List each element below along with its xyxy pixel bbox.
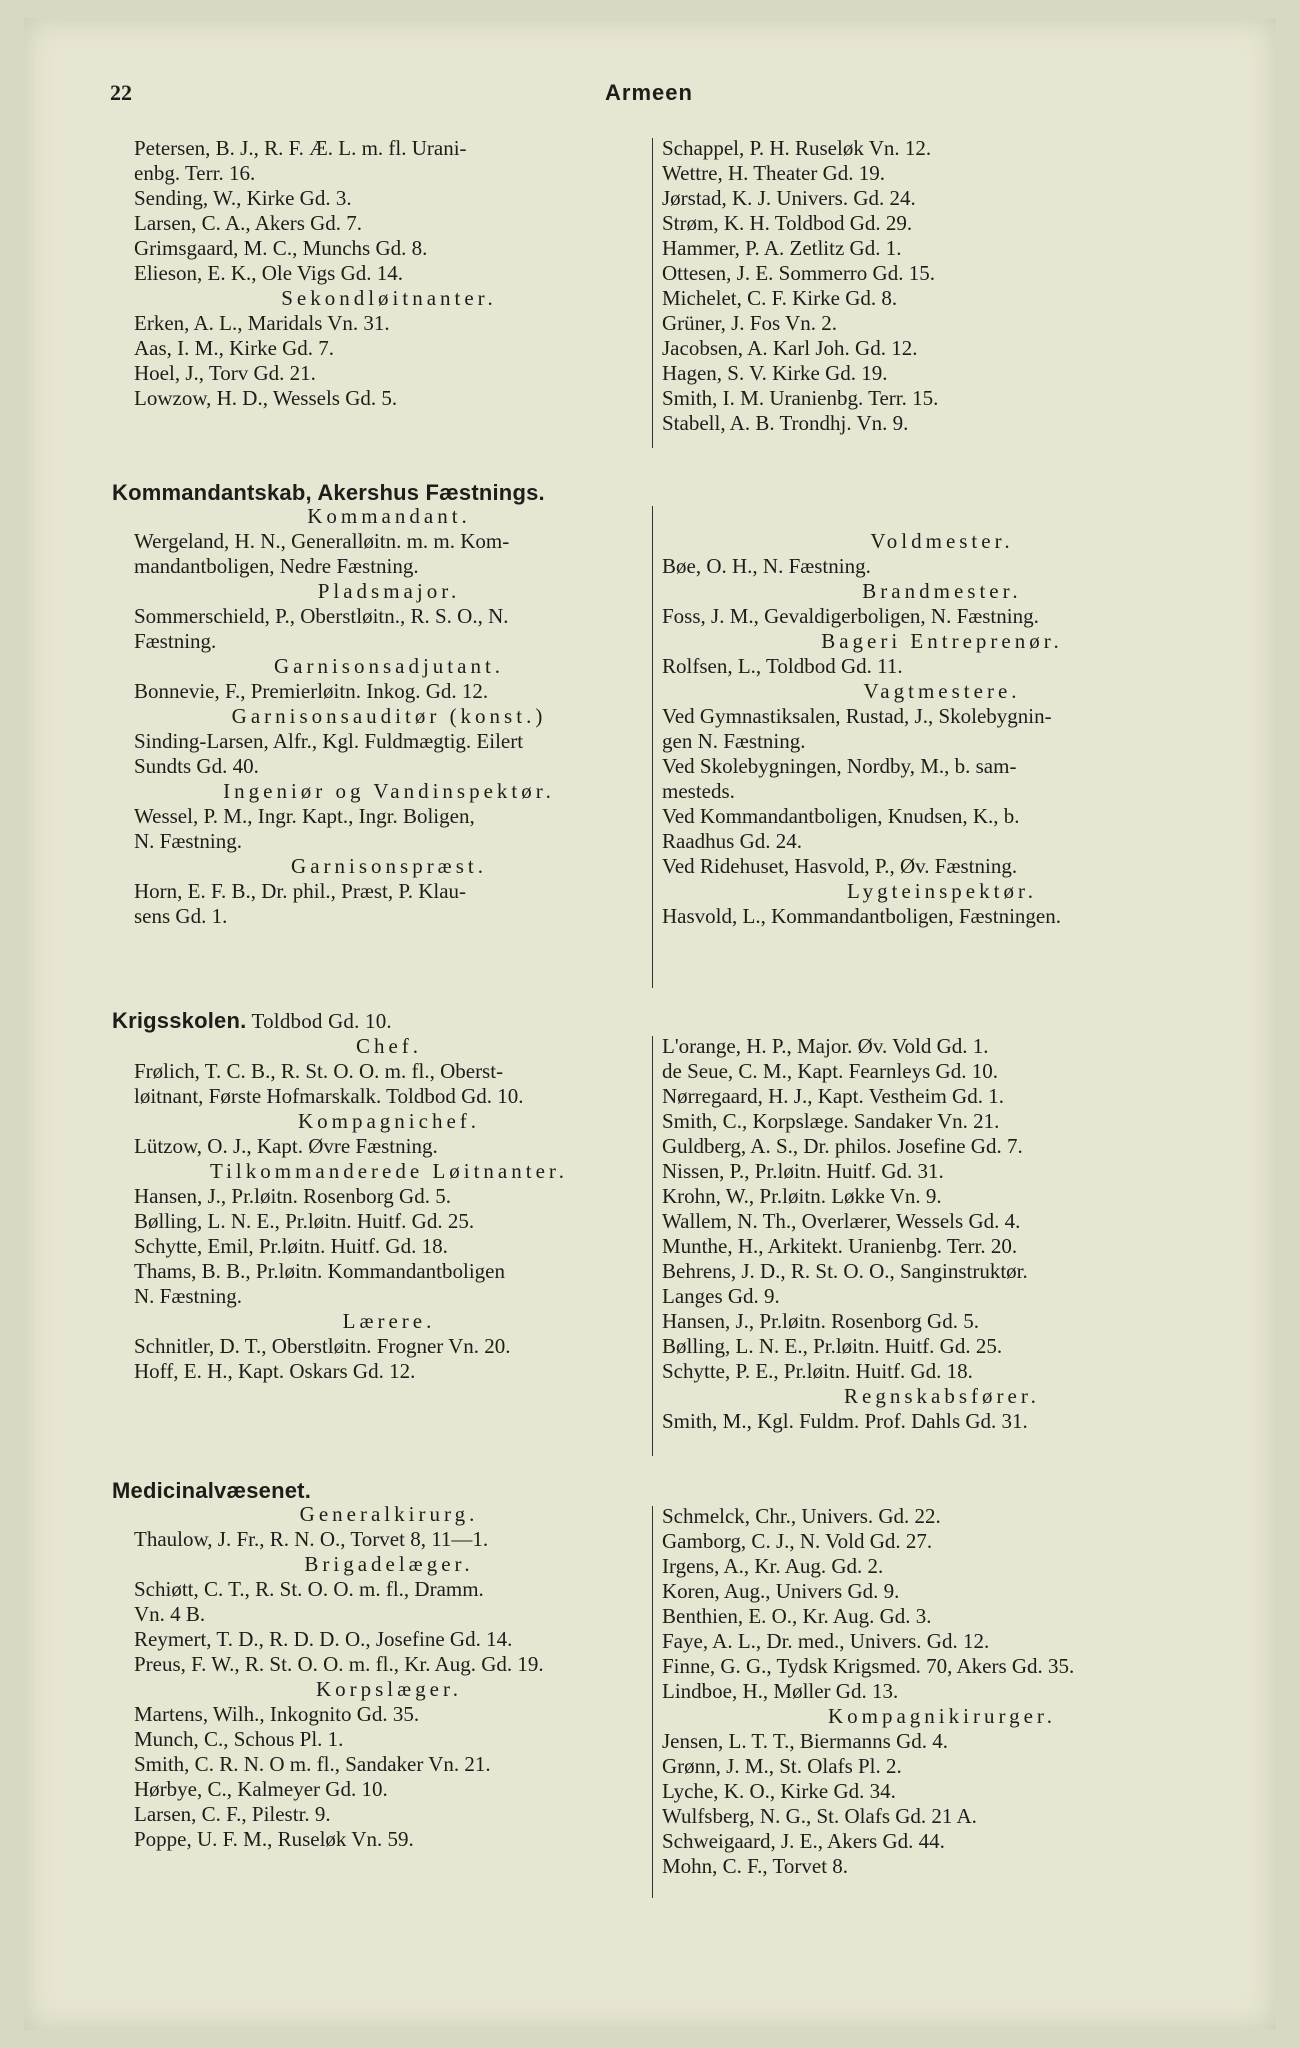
entry-line: Raadhus Gd. 24. bbox=[662, 829, 802, 853]
entry-line: Wergeland, H. N., Generalløitn. m. m. Kom- bbox=[134, 529, 510, 553]
entry-line: Erken, A. L., Maridals Vn. 31. bbox=[134, 311, 390, 335]
entry-line: Petersen, B. J., R. F. Æ. L. m. fl. Urani- bbox=[134, 136, 467, 160]
entry-line: Sinding-Larsen, Alfr., Kgl. Fuldmægtig. Eilert bbox=[134, 729, 524, 753]
entry-line: Smith, C. R. N. O m. fl., Sandaker Vn. 21. bbox=[134, 1752, 491, 1776]
entry-line: Benthien, E. O., Kr. Aug. Gd. 3. bbox=[662, 1604, 932, 1628]
section-2-right-column bbox=[662, 1034, 1222, 1434]
column-divider bbox=[652, 138, 653, 448]
entry-line: Schytte, P. E., Pr.løitn. Huitf. Gd. 18. bbox=[662, 1359, 973, 1383]
entry-line: Mohn, C. F., Torvet 8. bbox=[662, 1854, 849, 1878]
entry-line: Hammer, P. A. Zetlitz Gd. 1. bbox=[662, 236, 902, 260]
entry-line: Hoel, J., Torv Gd. 21. bbox=[134, 361, 316, 385]
entry-line: Elieson, E. K., Ole Vigs Gd. 14. bbox=[134, 261, 404, 285]
page-title: Armeen bbox=[605, 80, 693, 105]
subsection-heading: Lygteinspektør. bbox=[846, 879, 1038, 903]
subsection-heading: Garnisonspræst. bbox=[291, 854, 487, 878]
entry-line: Schweigaard, J. E., Akers Gd. 44. bbox=[662, 1829, 945, 1853]
section-heading-krigsskolen bbox=[112, 1008, 392, 1034]
page-number: 22 bbox=[110, 80, 132, 105]
entry-line: N. Fæstning. bbox=[134, 1284, 242, 1308]
entry-line: Ved Gymnastiksalen, Rustad, J., Skolebygnin- bbox=[662, 704, 1052, 728]
entry-line: Jørstad, K. J. Univers. Gd. 24. bbox=[662, 186, 916, 210]
column-divider bbox=[652, 1036, 653, 1456]
subsection-heading: Sekondløitnanter. bbox=[281, 286, 497, 310]
entry-line: Wettre, H. Theater Gd. 19. bbox=[662, 161, 886, 185]
entry-line: Horn, E. F. B., Dr. phil., Præst, P. Klau- bbox=[134, 879, 467, 903]
section-1-right-column bbox=[662, 504, 1222, 929]
section-2-left-column bbox=[134, 1034, 644, 1384]
section-heading-medicinalvaesenet bbox=[112, 1478, 311, 1504]
section-0-left-column bbox=[134, 136, 644, 411]
subsection-heading: Generalkirurg. bbox=[299, 1502, 479, 1526]
entry-line: Nissen, P., Pr.løitn. Huitf. Gd. 31. bbox=[662, 1159, 944, 1183]
entry-line: Bølling, L. N. E., Pr.løitn. Huitf. Gd. 25. bbox=[662, 1334, 1003, 1358]
entry-line: Rolfsen, L., Toldbod Gd. 11. bbox=[662, 654, 903, 678]
entry-line: Lindboe, H., Møller Gd. 13. bbox=[662, 1679, 899, 1703]
entry-line: Lützow, O. J., Kapt. Øvre Fæstning. bbox=[134, 1134, 438, 1158]
entry-line: Munch, C., Schous Pl. 1. bbox=[134, 1727, 344, 1751]
entry-line: gen N. Fæstning. bbox=[662, 729, 806, 753]
entry-line: Aas, I. M., Kirke Gd. 7. bbox=[134, 336, 335, 360]
entry-line: Lyche, K. O., Kirke Gd. 34. bbox=[662, 1779, 896, 1803]
entry-line: Frølich, T. C. B., R. St. O. O. m. fl., Oberst- bbox=[134, 1059, 504, 1083]
subsection-heading: Kompagnichef. bbox=[297, 1109, 481, 1133]
entry-line: enbg. Terr. 16. bbox=[134, 161, 256, 185]
subsection-heading: Chef. bbox=[355, 1034, 423, 1058]
entry-line: Grønn, J. M., St. Olafs Pl. 2. bbox=[662, 1754, 902, 1778]
entry-line: Irgens, A., Kr. Aug. Gd. 2. bbox=[662, 1554, 884, 1578]
entry-line: Smith, C., Korpslæge. Sandaker Vn. 21. bbox=[662, 1109, 1000, 1133]
subsection-heading: Voldmester. bbox=[870, 529, 1014, 553]
entry-line: Ottesen, J. E. Sommerro Gd. 15. bbox=[662, 261, 935, 285]
entry-line: Ved Skolebygningen, Nordby, M., b. sam- bbox=[662, 754, 1017, 778]
section-3-right-column bbox=[662, 1504, 1222, 1879]
section-heading-text: Kommandantskab, Akershus Fæstnings. bbox=[112, 480, 545, 505]
entry-line: Wessel, P. M., Ingr. Kapt., Ingr. Boligen, bbox=[134, 804, 475, 828]
entry-line: løitnant, Første Hofmarskalk. Toldbod Gd. 10. bbox=[134, 1084, 524, 1108]
entry-line: Preus, F. W., R. St. O. O. m. fl., Kr. Aug. Gd. 19. bbox=[134, 1652, 544, 1676]
subsection-heading: Kompagnikirurger. bbox=[827, 1704, 1056, 1728]
entry-line: Sundts Gd. 40. bbox=[134, 754, 259, 778]
entry-line: Martens, Wilh., Inkognito Gd. 35. bbox=[134, 1702, 420, 1726]
entry-line: Bølling, L. N. E., Pr.løitn. Huitf. Gd. 25. bbox=[134, 1209, 475, 1233]
entry-line: de Seue, C. M., Kapt. Fearnleys Gd. 10. bbox=[662, 1059, 998, 1083]
section-0-right-column bbox=[662, 136, 1222, 436]
entry-line: Nørregaard, H. J., Kapt. Vestheim Gd. 1. bbox=[662, 1084, 1004, 1108]
section-heading-text: Medicinalvæsenet. bbox=[112, 1478, 312, 1503]
entry-line: Michelet, C. F. Kirke Gd. 8. bbox=[662, 286, 898, 310]
entry-line: Guldberg, A. S., Dr. philos. Josefine Gd. 7. bbox=[662, 1134, 1023, 1158]
subsection-heading: Regnskabsfører. bbox=[844, 1384, 1040, 1408]
entry-line: Ved Kommandantboligen, Knudsen, K., b. bbox=[662, 804, 1020, 828]
subsection-heading: Garnisonsauditør (konst.) bbox=[231, 704, 547, 728]
subsection-heading: Brigadelæger. bbox=[304, 1552, 474, 1576]
subsection-heading: Vagtmestere. bbox=[863, 679, 1021, 703]
entry-line: mesteds. bbox=[662, 779, 735, 803]
entry-line: Strøm, K. H. Toldbod Gd. 29. bbox=[662, 211, 913, 235]
entry-line: Thams, B. B., Pr.løitn. Kommandantboligen bbox=[134, 1259, 505, 1283]
section-heading-rest: Toldbod Gd. 10. bbox=[246, 1009, 392, 1033]
entry-line: Smith, M., Kgl. Fuldm. Prof. Dahls Gd. 31. bbox=[662, 1409, 1028, 1433]
entry-line: Hørbye, C., Kalmeyer Gd. 10. bbox=[134, 1777, 388, 1801]
subsection-heading: Kommandant. bbox=[307, 504, 471, 528]
entry-line: Vn. 4 B. bbox=[134, 1602, 206, 1626]
entry-line: Sending, W., Kirke Gd. 3. bbox=[134, 186, 352, 210]
entry-line: Krohn, W., Pr.løitn. Løkke Vn. 9. bbox=[662, 1184, 942, 1208]
subsection-heading: Pladsmajor. bbox=[317, 579, 461, 603]
entry-line: N. Fæstning. bbox=[134, 829, 242, 853]
entry-line: Hasvold, L., Kommandantboligen, Fæstningen. bbox=[662, 904, 1061, 928]
entry-line: Gamborg, C. J., N. Vold Gd. 27. bbox=[662, 1529, 933, 1553]
entry-line: Munthe, H., Arkitekt. Uranienbg. Terr. 20. bbox=[662, 1234, 1018, 1258]
entry-line: Behrens, J. D., R. St. O. O., Sanginstruktør. bbox=[662, 1259, 1028, 1283]
entry-line: mandantboligen, Nedre Fæstning. bbox=[134, 554, 419, 578]
entry-line: Grüner, J. Fos Vn. 2. bbox=[662, 311, 837, 335]
section-3-left-column bbox=[134, 1502, 644, 1852]
entry-line: Bøe, O. H., N. Fæstning. bbox=[662, 554, 871, 578]
entry-line: Grimsgaard, M. C., Munchs Gd. 8. bbox=[134, 236, 428, 260]
subsection-heading: Bageri Entreprenør. bbox=[821, 629, 1063, 653]
section-heading-kommandantskab bbox=[112, 480, 545, 506]
entry-line: Schmelck, Chr., Univers. Gd. 22. bbox=[662, 1504, 941, 1528]
entry-line: Larsen, C. A., Akers Gd. 7. bbox=[134, 211, 363, 235]
entry-line: Schnitler, D. T., Oberstløitn. Frogner Vn. 20. bbox=[134, 1334, 511, 1358]
entry-line: Hansen, J., Pr.løitn. Rosenborg Gd. 5. bbox=[662, 1309, 979, 1333]
entry-line: Ved Ridehuset, Hasvold, P., Øv. Fæstning. bbox=[662, 854, 1018, 878]
entry-line: Schappel, P. H. Ruseløk Vn. 12. bbox=[662, 136, 932, 160]
entry-line: Jacobsen, A. Karl Joh. Gd. 12. bbox=[662, 336, 918, 360]
entry-line: Thaulow, J. Fr., R. N. O., Torvet 8, 11—1. bbox=[134, 1527, 489, 1551]
entry-line: Bonnevie, F., Premierløitn. Inkog. Gd. 12. bbox=[134, 679, 489, 703]
entry-line: Larsen, C. F., Pilestr. 9. bbox=[134, 1802, 331, 1826]
subsection-heading: Garnisonsadjutant. bbox=[273, 654, 505, 678]
subsection-heading: Brandmester. bbox=[862, 579, 1022, 603]
subsection-heading: Lærere. bbox=[342, 1309, 436, 1333]
entry-line: Sommerschield, P., Oberstløitn., R. S. O., N. bbox=[134, 604, 509, 628]
entry-line: Schiøtt, C. T., R. St. O. O. m. fl., Dramm. bbox=[134, 1577, 484, 1601]
entry-line: Wallem, N. Th., Overlærer, Wessels Gd. 4. bbox=[662, 1209, 1021, 1233]
entry-line: L'orange, H. P., Major. Øv. Vold Gd. 1. bbox=[662, 1034, 989, 1058]
entry-line: Koren, Aug., Univers Gd. 9. bbox=[662, 1579, 900, 1603]
entry-line: Wulfsberg, N. G., St. Olafs Gd. 21 A. bbox=[662, 1804, 977, 1828]
entry-line: Stabell, A. B. Trondhj. Vn. 9. bbox=[662, 411, 909, 435]
entry-line: Poppe, U. F. M., Ruseløk Vn. 59. bbox=[134, 1827, 414, 1851]
entry-line: Reymert, T. D., R. D. D. O., Josefine Gd. 14. bbox=[134, 1627, 513, 1651]
entry-line: Langes Gd. 9. bbox=[662, 1284, 780, 1308]
column-divider bbox=[652, 1506, 653, 1898]
entry-line: Hagen, S. V. Kirke Gd. 19. bbox=[662, 361, 888, 385]
entry-line: Foss, J. M., Gevaldigerboligen, N. Fæstning. bbox=[662, 604, 1039, 628]
entry-line: Smith, I. M. Uranienbg. Terr. 15. bbox=[662, 386, 939, 410]
entry-line: sens Gd. 1. bbox=[134, 904, 228, 928]
entry-line: Schytte, Emil, Pr.løitn. Huitf. Gd. 18. bbox=[134, 1234, 448, 1258]
entry-line: Faye, A. L., Dr. med., Univers. Gd. 12. bbox=[662, 1629, 990, 1653]
entry-line bbox=[662, 504, 1222, 529]
entry-line: Jensen, L. T. T., Biermanns Gd. 4. bbox=[662, 1729, 948, 1753]
subsection-heading: Korpslæger. bbox=[315, 1677, 463, 1701]
entry-line: Hoff, E. H., Kapt. Oskars Gd. 12. bbox=[134, 1359, 416, 1383]
entry-line: Hansen, J., Pr.løitn. Rosenborg Gd. 5. bbox=[134, 1184, 451, 1208]
subsection-heading: Ingeniør og Vandinspektør. bbox=[223, 779, 555, 803]
entry-line: Fæstning. bbox=[134, 629, 217, 653]
column-divider bbox=[652, 506, 653, 988]
subsection-heading: Tilkommanderede Løitnanter. bbox=[209, 1159, 568, 1183]
entry-line: Finne, G. G., Tydsk Krigsmed. 70, Akers Gd. 35. bbox=[662, 1654, 1075, 1678]
section-heading-text: Krigsskolen. bbox=[112, 1008, 247, 1033]
entry-line: Lowzow, H. D., Wessels Gd. 5. bbox=[134, 386, 398, 410]
section-1-left-column bbox=[134, 504, 644, 929]
